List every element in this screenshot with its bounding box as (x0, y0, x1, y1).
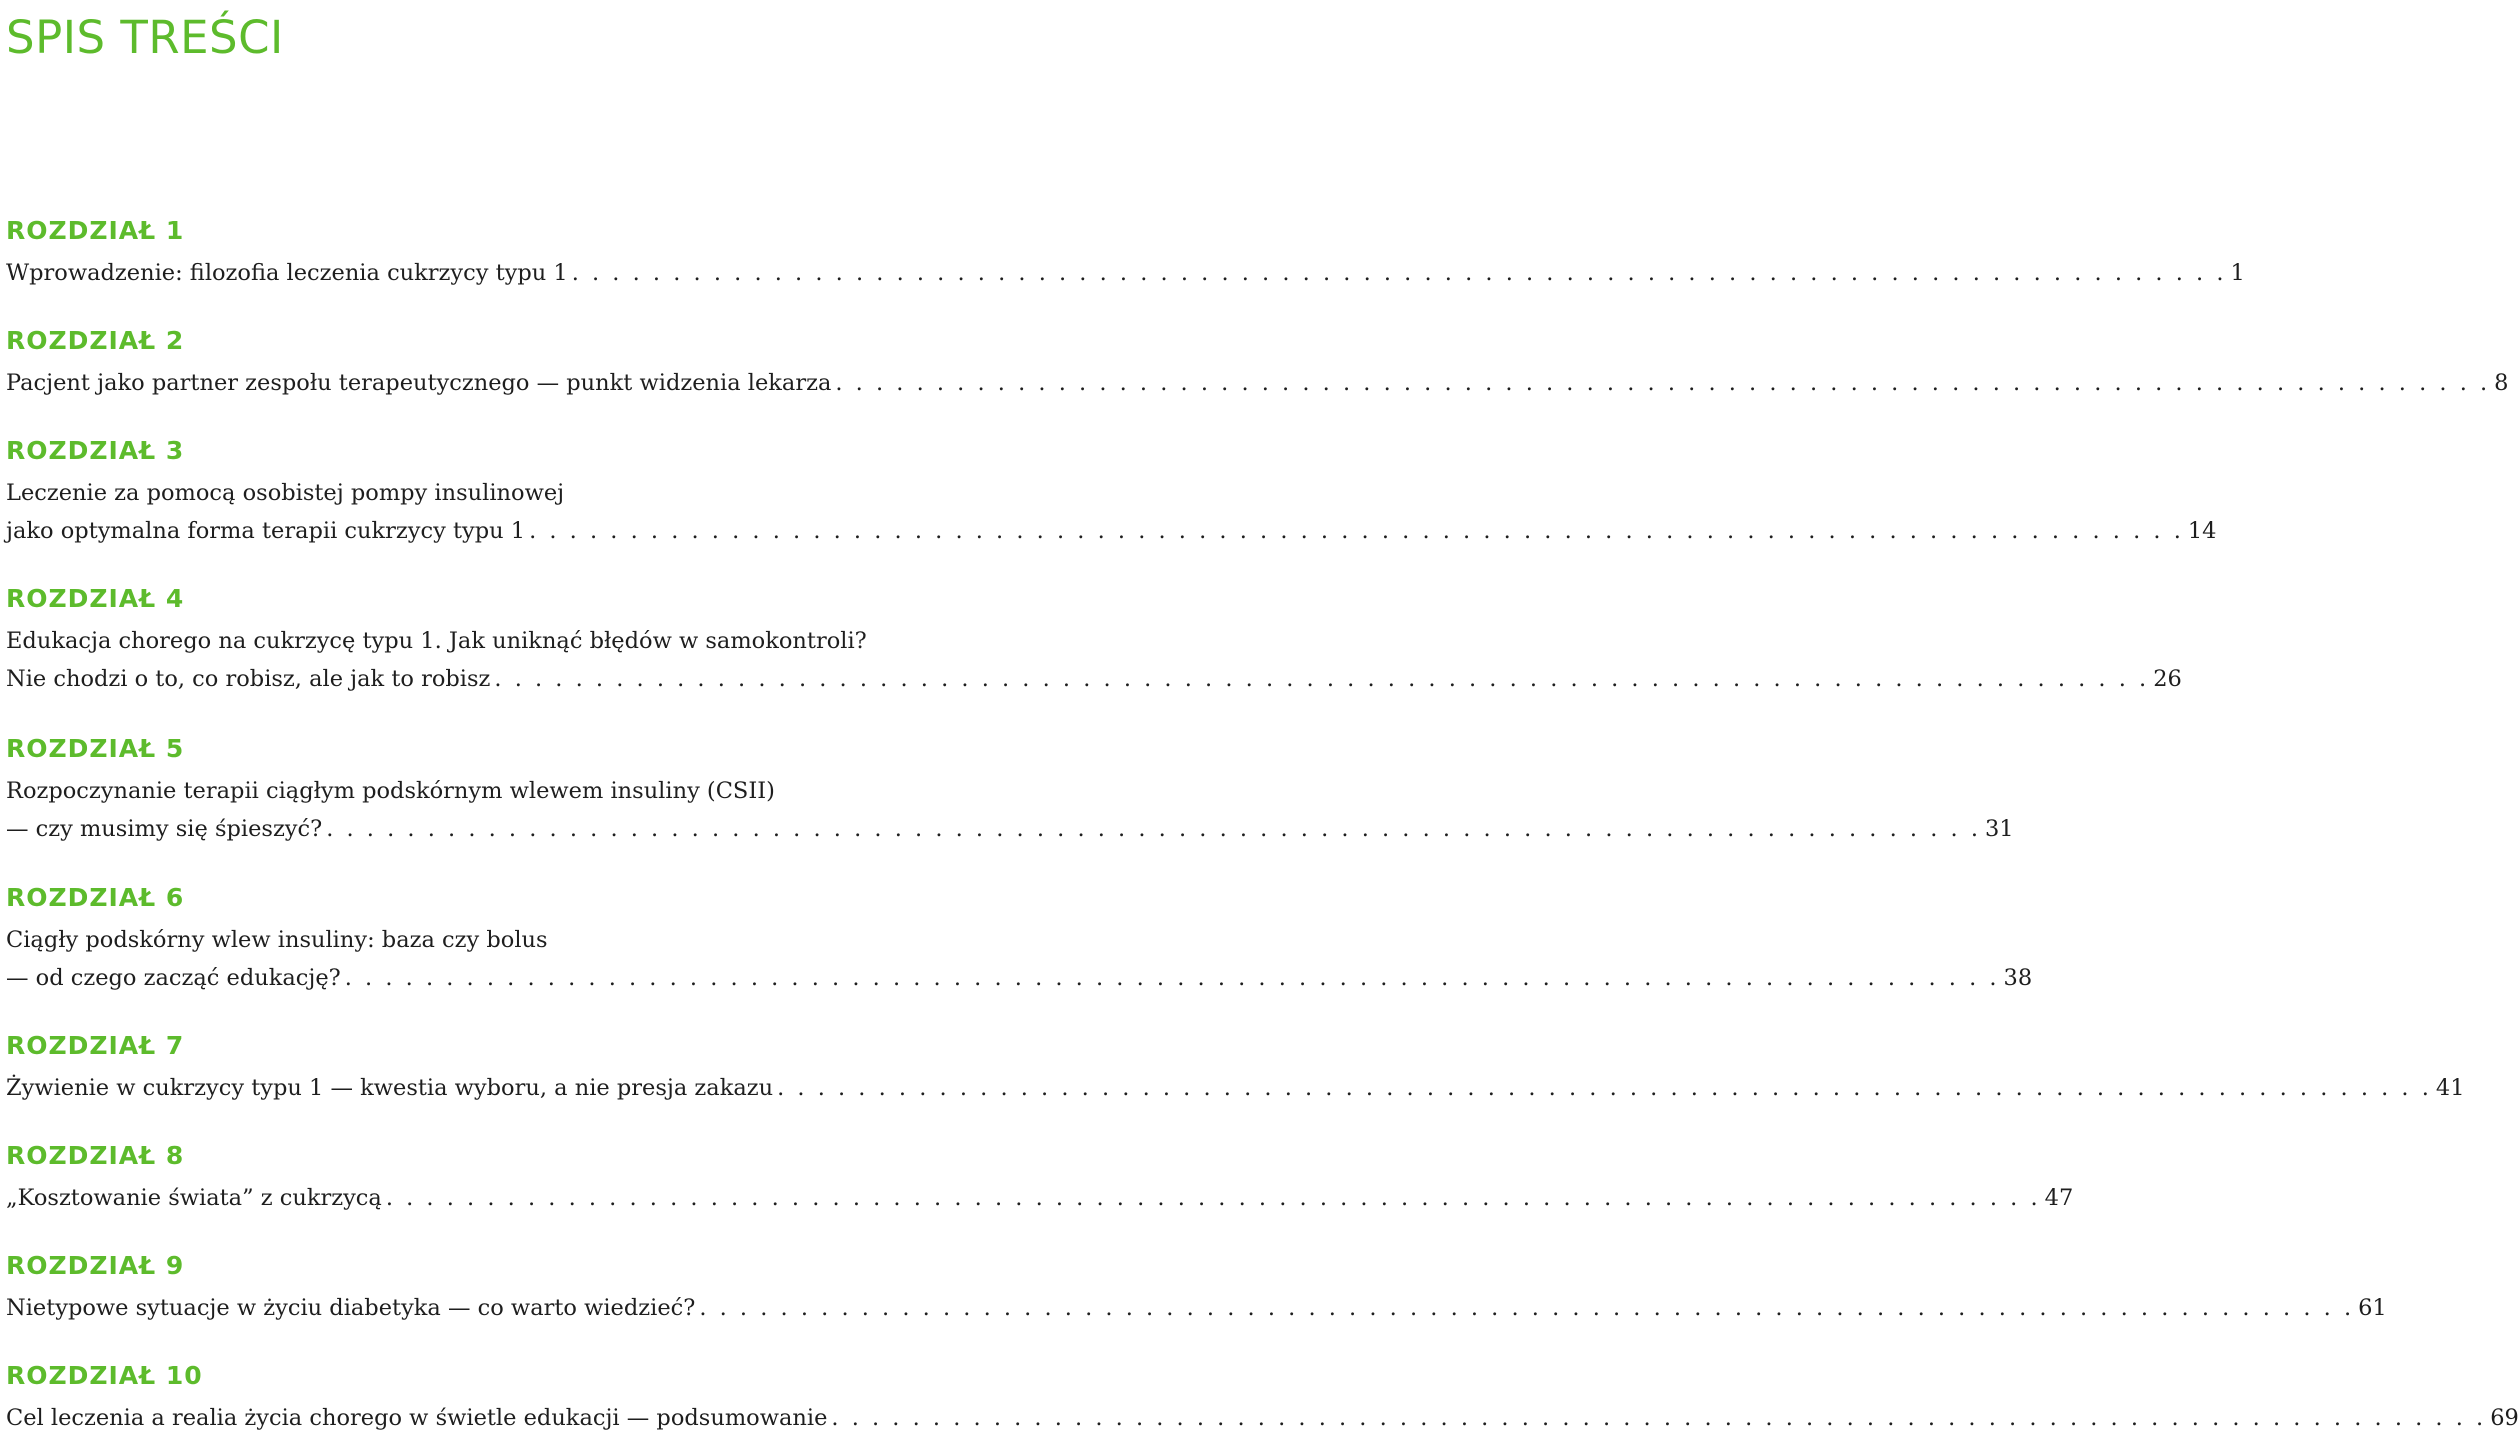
chapter-heading: ROZDZIAŁ 10 (6, 1361, 203, 1390)
toc-entry-line[interactable] (6, 959, 2033, 997)
entry-title: Nietypowe sytuacje w życiu diabetyka — co warto wiedzieć? (6, 1295, 696, 1321)
leader-dots: . . . . . . . . . . . . . . . . . . . . . . . . . . . . . . . . . . . . . . . . . . . . . . . . . . . . . . . . . . . . . . . . . . . . . . . . . . . . . . . . . . (494, 666, 2150, 692)
entry-title: — czy musimy się śpieszyć? (6, 816, 323, 842)
toc-entry-line[interactable] (6, 512, 2217, 550)
chapter-heading: ROZDZIAŁ 4 (6, 584, 185, 613)
leader-dots: . . . . . . . . . . . . . . . . . . . . . . . . . . . . . . . . . . . . . . . . . . . . . . . . . . . . . . . . . . . . . . . . . . . . . . . . . . . . . . . . . . (529, 518, 2184, 544)
toc-entry-line[interactable] (6, 660, 2182, 698)
chapter-heading: ROZDZIAŁ 1 (6, 216, 185, 245)
entry-title: „Kosztowanie świata” z cukrzycą (6, 1185, 382, 1211)
toc-chapter (6, 1031, 2465, 1107)
page-number: 69 (2490, 1405, 2519, 1431)
chapter-heading: ROZDZIAŁ 9 (6, 1251, 185, 1280)
toc-chapter (6, 584, 2182, 698)
toc-chapter (6, 883, 2033, 997)
entry-title-line: Rozpoczynanie terapii ciągłym podskórnym wlewem insuliny (CSII) (6, 778, 775, 804)
chapter-heading: ROZDZIAŁ 7 (6, 1031, 185, 1060)
toc-chapter (6, 1361, 2519, 1437)
entry-title-line: Leczenie za pomocą osobistej pompy insulinowej (6, 480, 565, 506)
entry-title: jako optymalna forma terapii cukrzycy typu 1 (6, 518, 526, 544)
toc-chapter (6, 734, 2014, 848)
entry-title: Cel leczenia a realia życia chorego w świetle edukacji — podsumowanie (6, 1405, 828, 1431)
leader-dots: . . . . . . . . . . . . . . . . . . . . . . . . . . . . . . . . . . . . . . . . . . . . . . . . . . . . . . . . . . . . . . . . . . . . . . . . . . . . . . . . . . (777, 1075, 2432, 1101)
toc-chapter (6, 326, 2509, 402)
page-number: 8 (2494, 370, 2509, 396)
entry-title: — od czego zacząć edukację? (6, 965, 341, 991)
entry-title: Żywienie w cukrzycy typu 1 — kwestia wyboru, a nie presja zakazu (6, 1075, 774, 1101)
leader-dots: . . . . . . . . . . . . . . . . . . . . . . . . . . . . . . . . . . . . . . . . . . . . . . . . . . . . . . . . . . . . . . . . . . . . . . . . . . . . . . . . . . (571, 260, 2227, 286)
toc-chapter (6, 1141, 2074, 1217)
page-number: 61 (2358, 1295, 2387, 1321)
entry-title-line: Ciągły podskórny wlew insuliny: baza czy bolus (6, 927, 548, 953)
chapter-heading: ROZDZIAŁ 2 (6, 326, 185, 355)
toc-entry-line[interactable] (6, 364, 2509, 402)
chapter-heading: ROZDZIAŁ 3 (6, 436, 185, 465)
entry-title: Pacjent jako partner zespołu terapeutycznego — punkt widzenia lekarza (6, 370, 832, 396)
toc-entry-line[interactable] (6, 1069, 2465, 1107)
entry-title: Wprowadzenie: filozofia leczenia cukrzycy typu 1 (6, 260, 568, 286)
leader-dots: . . . . . . . . . . . . . . . . . . . . . . . . . . . . . . . . . . . . . . . . . . . . . . . . . . . . . . . . . . . . . . . . . . . . . . . . . . . . . . . . . . (699, 1295, 2355, 1321)
toc-entry-line[interactable] (6, 254, 2245, 292)
page-number: 38 (2003, 965, 2033, 991)
chapter-heading: ROZDZIAŁ 5 (6, 734, 185, 763)
toc-entry-line[interactable] (6, 1399, 2519, 1437)
leader-dots: . . . . . . . . . . . . . . . . . . . . . . . . . . . . . . . . . . . . . . . . . . . . . . . . . . . . . . . . . . . . . . . . . . . . . . . . . . . . . . . . . . (385, 1185, 2041, 1211)
toc-entry-line[interactable] (6, 810, 2014, 848)
page-number: 31 (1984, 816, 2014, 842)
entry-title: Nie chodzi o to, co robisz, ale jak to robisz (6, 666, 491, 692)
chapter-heading: ROZDZIAŁ 8 (6, 1141, 185, 1170)
page-title: SPIS TREŚCI (6, 11, 284, 64)
leader-dots: . . . . . . . . . . . . . . . . . . . . . . . . . . . . . . . . . . . . . . . . . . . . . . . . . . . . . . . . . . . . . . . . . . . . . . . . . . . . . . . . . . (326, 816, 1981, 842)
toc-chapter (6, 436, 2217, 550)
toc-entry-line[interactable] (6, 1289, 2387, 1327)
leader-dots: . . . . . . . . . . . . . . . . . . . . . . . . . . . . . . . . . . . . . . . . . . . . . . . . . . . . . . . . . . . . . . . . . . . . . . . . . . . . . . . . . . (344, 965, 2000, 991)
page-number: 41 (2435, 1075, 2465, 1101)
page-number: 26 (2153, 666, 2182, 692)
page-number: 1 (2230, 260, 2245, 286)
page-number: 47 (2044, 1185, 2074, 1211)
page-number: 14 (2187, 518, 2217, 544)
toc-chapter (6, 1251, 2387, 1327)
leader-dots: . . . . . . . . . . . . . . . . . . . . . . . . . . . . . . . . . . . . . . . . . . . . . . . . . . . . . . . . . . . . . . . . . . . . . . . . . . . . . . . . . . (831, 1405, 2487, 1431)
toc-entry-line[interactable] (6, 1179, 2074, 1217)
toc-chapter (6, 216, 2245, 292)
chapter-heading: ROZDZIAŁ 6 (6, 883, 185, 912)
entry-title-line: Edukacja chorego na cukrzycę typu 1. Jak uniknąć błędów w samokontroli? (6, 628, 867, 654)
leader-dots: . . . . . . . . . . . . . . . . . . . . . . . . . . . . . . . . . . . . . . . . . . . . . . . . . . . . . . . . . . . . . . . . . . . . . . . . . . . . . . . . . . (835, 370, 2491, 396)
